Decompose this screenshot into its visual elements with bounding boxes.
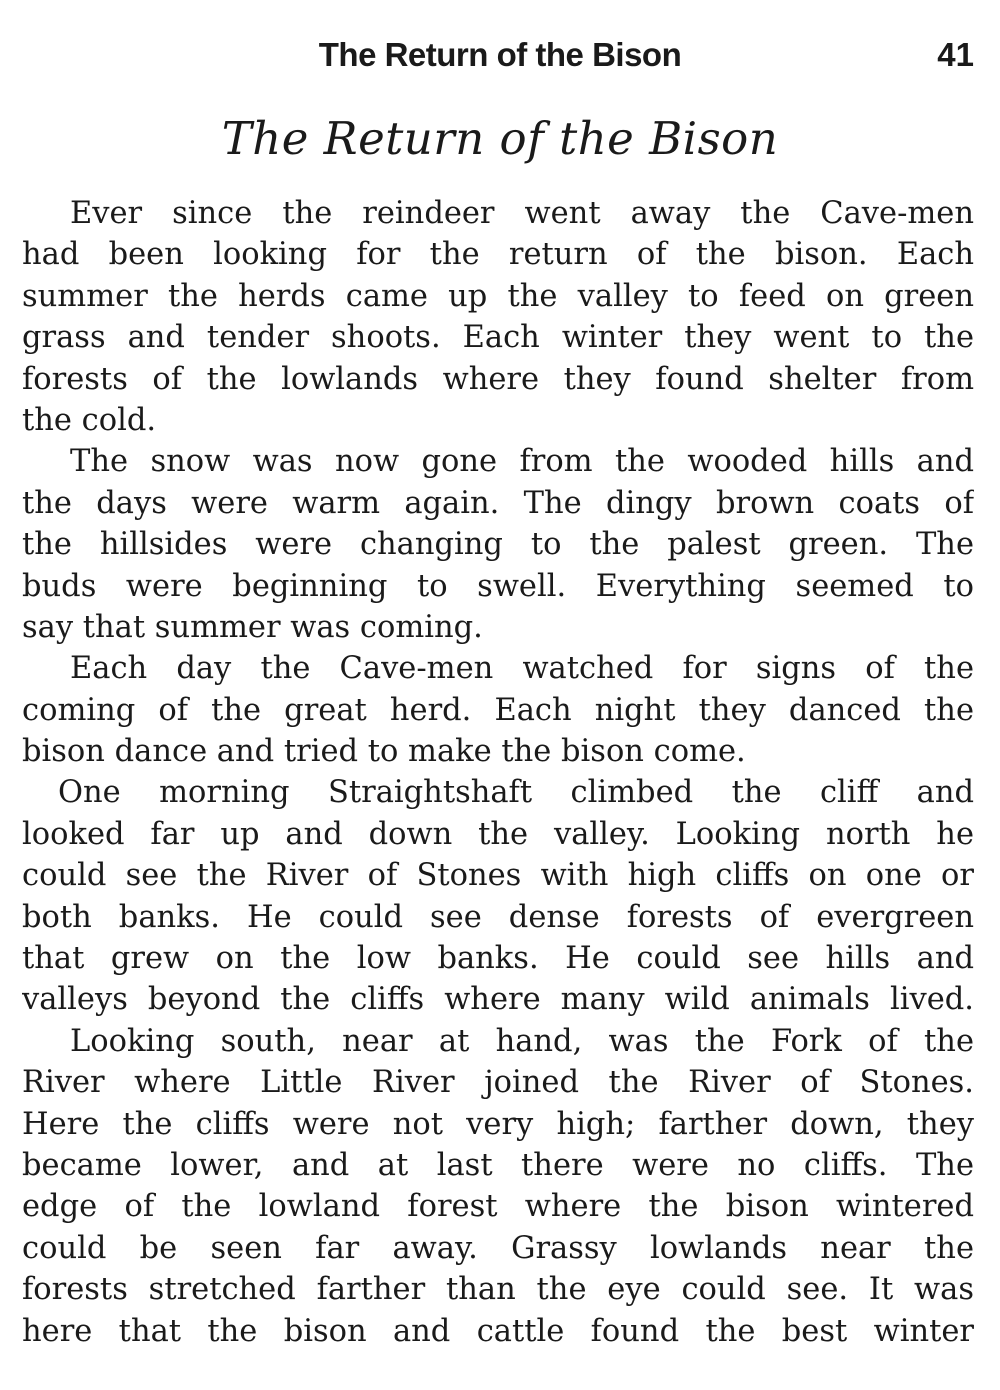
text-line: River where Little River joined the River of Stones. (22, 1065, 974, 1101)
text-line: The snow was now gone from the wooded hills and (70, 444, 974, 480)
text-line: Looking south, near at hand, was the Fork of the (70, 1023, 974, 1059)
text-line: edge of the lowland forest where the bison wintered (22, 1189, 974, 1225)
text-line: valleys beyond the cliffs where many wild animals lived. (22, 982, 974, 1018)
text-line: Here the cliffs were not very high; farther down, they (22, 1106, 974, 1142)
text-line: bison dance and tried to make the bison come. (22, 734, 746, 770)
text-line: had been looking for the return of the bison. Each (22, 237, 974, 273)
text-line: looked far up and down the valley. Looking north he (22, 816, 974, 852)
text-line: buds were beginning to swell. Everything seemed to (22, 568, 974, 604)
text-line: the days were warm again. The dingy brown coats of (22, 485, 974, 521)
text-line: One morning Straightshaft climbed the cliff and (58, 775, 974, 811)
text-line: forests of the lowlands where they found shelter from (22, 361, 974, 397)
text-line: could be seen far away. Grassy lowlands near the (22, 1230, 974, 1266)
text-line: both banks. He could see dense forests of evergreen (22, 899, 974, 935)
text-line: the hillsides were changing to the palest green. The (22, 527, 974, 563)
text-line: say that summer was coming. (22, 609, 483, 645)
running-header (0, 36, 1000, 80)
text-line: here that the bison and cattle found the best winter (22, 1313, 974, 1349)
text-line: became lower, and at last there were no cliffs. The (22, 1147, 974, 1183)
text-line: forests stretched farther than the eye could see. It was (22, 1272, 974, 1308)
body-text (22, 193, 974, 1352)
text-line: grass and tender shoots. Each winter they went to the (22, 320, 974, 356)
chapter-title: The Return of the Bison (221, 112, 779, 165)
text-line: Each day the Cave-men watched for signs of the (70, 651, 974, 687)
text-line: the cold. (22, 402, 157, 438)
text-line: that grew on the low banks. He could see hills and (22, 941, 974, 977)
running-title: The Return of the Bison (318, 36, 682, 73)
text-line: could see the River of Stones with high cliffs on one or (22, 858, 974, 894)
text-line: coming of the great herd. Each night they danced the (22, 692, 974, 728)
text-line: summer the herds came up the valley to feed on green (22, 278, 974, 314)
page-number: 41 (937, 36, 974, 73)
text-line: Ever since the reindeer went away the Cave-men (70, 196, 974, 231)
